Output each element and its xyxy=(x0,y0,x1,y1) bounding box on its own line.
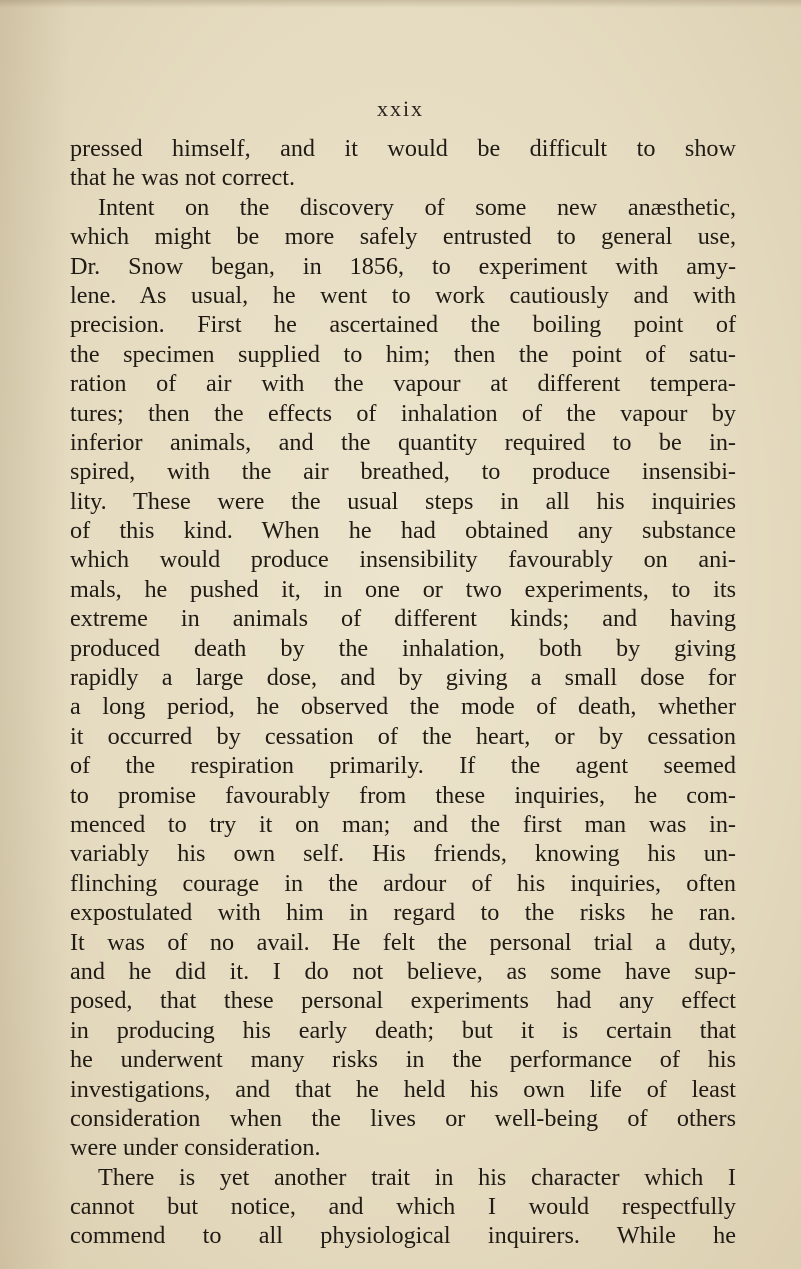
text-line: posed, that these personal experiments had any effect xyxy=(70,987,736,1015)
text-line: were under consideration. xyxy=(70,1134,321,1162)
text-line: precision. First he ascertained the boiling point of xyxy=(70,311,736,339)
text-line: There is yet another trait in his character which I xyxy=(98,1163,736,1191)
text-line: a long period, he observed the mode of death, whether xyxy=(70,693,736,721)
text-line: of this kind. When he had obtained any substance xyxy=(70,517,736,545)
text-line: extreme in animals of different kinds; and having xyxy=(70,605,736,633)
text-line: rapidly a large dose, and by giving a small dose for xyxy=(70,664,736,692)
text-line: which might be more safely entrusted to general use, xyxy=(70,223,736,251)
text-line: mals, he pushed it, in one or two experiments, to its xyxy=(70,575,736,603)
text-line: which would produce insensibility favourably on ani- xyxy=(70,546,736,574)
text-line: tures; then the effects of inhalation of the vapour by xyxy=(70,399,736,427)
text-line: pressed himself, and it would be difficult to show xyxy=(70,135,736,162)
text-line: consideration when the lives or well-being of others xyxy=(70,1104,736,1132)
text-line: flinching courage in the ardour of his inquiries, often xyxy=(70,869,736,897)
text-line: cannot but notice, and which I would respectfully xyxy=(70,1193,736,1221)
text-line: lene. As usual, he went to work cautiously and with xyxy=(70,281,736,309)
text-line: inferior animals, and the quantity required to be in- xyxy=(70,428,736,456)
text-line: Dr. Snow began, in 1856, to experiment with amy- xyxy=(70,252,736,280)
text-line: expostulated with him in regard to the risks he ran. xyxy=(70,899,736,927)
page-number: xxix xyxy=(376,96,425,121)
text-line: investigations, and that he held his own life of least xyxy=(70,1075,736,1103)
text-line: it occurred by cessation of the heart, or by cessation xyxy=(70,722,736,750)
text-line: spired, with the air breathed, to produce insensibi- xyxy=(70,458,736,486)
text-line: commend to all physiological inquirers. While he xyxy=(70,1222,736,1250)
text-line: produced death by the inhalation, both by giving xyxy=(70,634,736,662)
text-line: and he did it. I do not believe, as some have sup- xyxy=(70,957,736,985)
text-line: in producing his early death; but it is certain that xyxy=(70,1016,736,1044)
text-line: of the respiration primarily. If the agent seemed xyxy=(70,752,736,780)
text-line: variably his own self. His friends, knowing his un- xyxy=(70,840,736,868)
text-line: he underwent many risks in the performance of his xyxy=(70,1046,736,1074)
text-line: Intent on the discovery of some new anæsthetic, xyxy=(98,193,736,221)
text-line: to promise favourably from these inquiries, he com- xyxy=(70,781,736,809)
text-line: menced to try it on man; and the first man was in- xyxy=(70,810,736,838)
gutter-shadow xyxy=(0,0,70,1269)
text-line: It was of no avail. He felt the personal trial a duty, xyxy=(70,928,736,956)
body-text xyxy=(70,134,736,1251)
top-edge-shadow xyxy=(0,0,801,8)
text-line: lity. These were the usual steps in all his inquiries xyxy=(70,487,736,515)
text-line: the specimen supplied to him; then the point of satu- xyxy=(70,340,736,368)
text-line: that he was not correct. xyxy=(70,164,295,192)
text-line: ration of air with the vapour at different tempera- xyxy=(70,370,736,398)
